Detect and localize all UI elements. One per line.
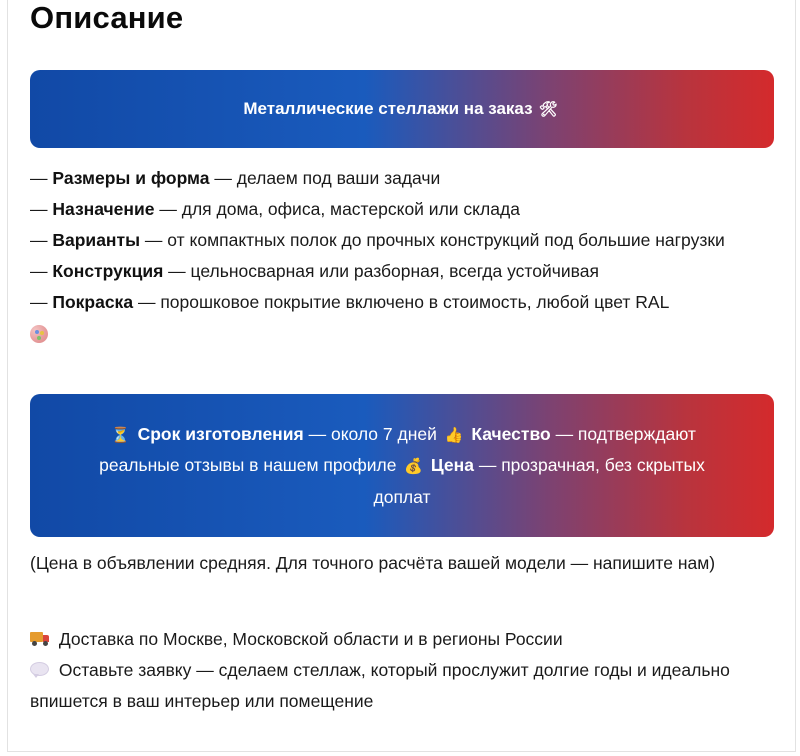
feature-text: для дома, офиса, мастерской или склада: [181, 199, 520, 219]
feature-dash: —: [168, 261, 186, 281]
feature-dash: —: [214, 168, 232, 188]
hourglass-icon: ⏳: [111, 425, 130, 444]
feature-dash: —: [30, 292, 48, 312]
page-title: Описание: [30, 0, 184, 35]
feature-text: от компактных полок до прочных конструкций под большие нагрузки: [167, 230, 725, 250]
quality-text: — подтверждают реальные отзывы в нашем профиле: [99, 423, 696, 476]
price-note: (Цена в объявлении средняя. Для точного расчёта вашей модели — напишите нам): [30, 553, 716, 573]
money-bag-icon: 💰: [404, 457, 424, 476]
feature-dash: —: [137, 292, 156, 312]
feature-dash: —: [159, 199, 177, 219]
feature-label: Назначение: [52, 199, 155, 219]
delivery-text: Доставка по Москве, Московской области и в регионы России: [58, 629, 563, 649]
feature-item: [30, 194, 780, 225]
feature-item: [30, 225, 780, 256]
feature-label: Конструкция: [52, 261, 164, 281]
footer-info: [30, 624, 780, 717]
headline-text: Металлические стеллажи на заказ: [243, 99, 533, 118]
feature-label: Варианты: [52, 230, 141, 250]
description-card: [7, 0, 796, 752]
headline-banner: [30, 70, 774, 148]
highlights-banner: [30, 394, 774, 537]
delivery-line: [30, 624, 780, 655]
term-label: Срок изготовления: [137, 423, 304, 444]
feature-dash: —: [30, 261, 48, 281]
feature-dash: —: [30, 199, 48, 219]
feature-label: Размеры и форма: [52, 168, 210, 188]
feature-dash: —: [144, 230, 163, 250]
feature-dash: —: [30, 168, 48, 188]
cta-text: Оставьте заявку — сделаем стеллаж, который прослужит долгие годы и идеально впишется в ваш интерьер или помещение: [30, 660, 730, 711]
features-list: [30, 163, 780, 349]
feature-item: [30, 256, 780, 287]
feature-text: делаем под ваши задачи: [236, 168, 441, 188]
price-text: — прозрачная, без скрытых доплат: [373, 455, 705, 507]
feature-text: цельносварная или разборная, всегда устойчивая: [190, 261, 599, 281]
price-label: Цена: [430, 455, 474, 476]
thumbs-up-icon: 👍: [444, 425, 464, 444]
feature-item: [30, 163, 780, 194]
cta-line: [30, 655, 780, 717]
palette-row: [30, 318, 780, 349]
term-text: — около 7 дней: [308, 423, 437, 444]
speech-bubble-icon: [30, 662, 49, 676]
quality-label: Качество: [471, 423, 551, 444]
highlights-text: [70, 419, 734, 513]
feature-label: Покраска: [52, 292, 134, 312]
feature-text: порошковое покрытие включено в стоимость, любой цвет RAL: [160, 292, 670, 312]
tools-icon: 🛠: [538, 100, 558, 118]
feature-item: [30, 287, 780, 318]
feature-dash: —: [30, 230, 48, 250]
palette-icon: [30, 325, 48, 343]
delivery-truck-icon: [30, 632, 50, 646]
